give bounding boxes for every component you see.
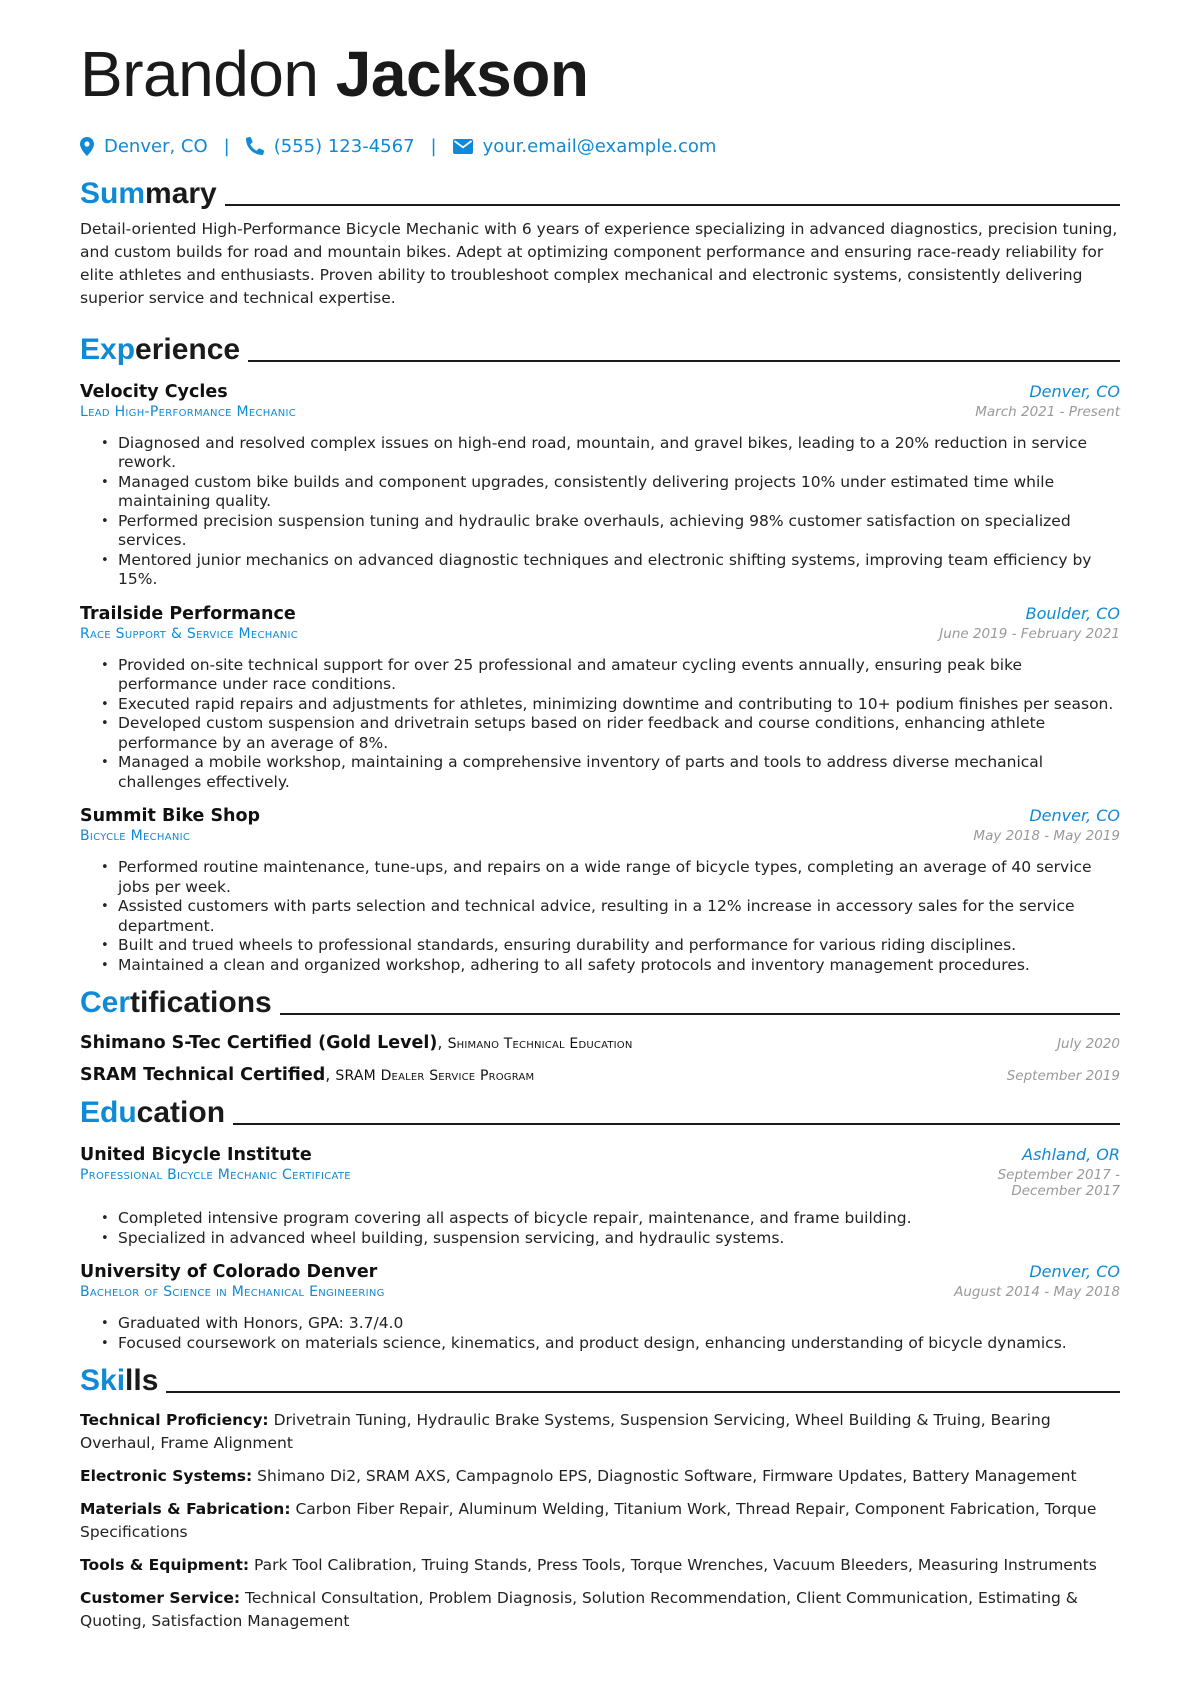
- summary-heading: [80, 170, 1120, 212]
- skill-label: Materials & Fabrication:: [80, 1500, 291, 1518]
- skill-text: Carbon Fiber Repair, Aluminum Welding, Titanium Work, Thread Repair, Component Fabrication, Torque Specifications: [80, 1500, 1097, 1541]
- section-title: Experience: [80, 332, 241, 366]
- school-dates: August 2014 - May 2018: [954, 1284, 1120, 1300]
- list-item: • Specialized in advanced wheel building, suspension servicing, and hydraulic systems.: [118, 1229, 1120, 1249]
- list-item: • Provided on-site technical support for over 25 professional and amateur cycling events annually, ensuring peak bike performance under race conditions.: [118, 656, 1120, 695]
- certifications-heading: [80, 979, 1120, 1021]
- skill-text: Drivetrain Tuning, Hydraulic Brake Systems, Suspension Servicing, Wheel Building & Truing, Bearing Overhaul, Frame Alignment: [80, 1411, 1051, 1452]
- skill-label: Customer Service:: [80, 1589, 241, 1607]
- skill-label: Technical Proficiency:: [80, 1411, 269, 1429]
- email-text: your.email@example.com: [482, 135, 717, 157]
- section-rule: [233, 1123, 1120, 1125]
- list-item: • Built and trued wheels to professional standards, ensuring durability and performance for various riding disciplines.: [118, 936, 1120, 956]
- certification-name: SRAM Technical Certified: [80, 1065, 326, 1085]
- skill-text: Park Tool Calibration, Truing Stands, Press Tools, Torque Wrenches, Vacuum Bleeders, Measuring Instruments: [254, 1556, 1097, 1574]
- certification-issuer: SRAM Dealer Service Program: [335, 1068, 535, 1084]
- skill-row: [80, 1465, 1120, 1488]
- job-bullets: [80, 858, 1120, 975]
- job-title: Race Support & Service Mechanic: [80, 625, 299, 642]
- certification-date: July 2020: [1057, 1036, 1120, 1052]
- list-item: • Mentored junior mechanics on advanced diagnostic techniques and electronic shifting systems, improving team efficiency by 15%.: [118, 551, 1120, 590]
- first-name: Brandon: [80, 38, 319, 110]
- skills-heading: [80, 1357, 1120, 1399]
- phone-text: (555) 123-4567: [273, 135, 415, 157]
- certification-item: Shimano S-Tec Certified (Gold Level), Shimano Technical Education July 2020: [80, 1033, 1120, 1053]
- education-heading: [80, 1089, 1120, 1131]
- contact-separator: |: [223, 135, 230, 157]
- school-name: University of Colorado Denver: [80, 1262, 378, 1282]
- job-dates: June 2019 - February 2021: [939, 625, 1120, 642]
- skill-label: Electronic Systems:: [80, 1467, 253, 1485]
- section-rule: [225, 204, 1120, 206]
- list-item: • Performed precision suspension tuning and hydraulic brake overhauls, achieving 98% customer satisfaction on specialized services.: [118, 512, 1120, 551]
- job-location: Boulder, CO: [1025, 603, 1120, 623]
- school-dates: September 2017 - December 2017: [997, 1167, 1120, 1199]
- list-item: • Diagnosed and resolved complex issues on high-end road, mountain, and gravel bikes, leading to a 20% reduction in service rework.: [118, 434, 1120, 473]
- phone-icon: [246, 137, 264, 155]
- list-item: • Graduated with Honors, GPA: 3.7/4.0: [118, 1314, 1120, 1334]
- list-item: • Developed custom suspension and drivetrain setups based on rider feedback and course conditions, enhancing athlete performance by an average of 8%.: [118, 714, 1120, 753]
- envelope-icon: [453, 139, 473, 154]
- section-title: Education: [80, 1096, 226, 1129]
- certification-date: September 2019: [1006, 1068, 1120, 1084]
- certification-issuer: Shimano Technical Education: [447, 1036, 633, 1052]
- section-rule: [280, 1013, 1120, 1015]
- section-title: Skills: [80, 1364, 159, 1397]
- skill-row: [80, 1409, 1120, 1455]
- list-item: • Managed custom bike builds and component upgrades, consistently delivering projects 10% under estimated time while maintaining quality.: [118, 473, 1120, 512]
- job-dates: May 2018 - May 2019: [973, 828, 1120, 844]
- candidate-name: [80, 34, 1120, 114]
- school-bullets: [80, 1209, 1120, 1248]
- skill-text: Technical Consultation, Problem Diagnosis, Solution Recommendation, Client Communication, Estimating & Quoting, Satisfaction Management: [80, 1589, 1078, 1630]
- experience-heading: [80, 326, 1120, 368]
- skill-text: Shimano Di2, SRAM AXS, Campagnolo EPS, Diagnostic Software, Firmware Updates, Battery Management: [257, 1467, 1077, 1485]
- last-name: Jackson: [335, 38, 589, 110]
- certification-item: SRAM Technical Certified, SRAM Dealer Service Program September 2019: [80, 1065, 1120, 1085]
- section-rule: [248, 360, 1120, 362]
- company-name: Velocity Cycles: [80, 381, 228, 402]
- school-bullets: [80, 1314, 1120, 1353]
- degree-title: Bachelor of Science in Mechanical Engineering: [80, 1284, 385, 1300]
- degree-title: Professional Bicycle Mechanic Certificate: [80, 1167, 351, 1183]
- job-bullets: [80, 656, 1120, 793]
- job-location: Denver, CO: [1029, 381, 1120, 401]
- contact-email[interactable]: [453, 136, 717, 157]
- map-pin-icon: [80, 137, 94, 156]
- section-rule: [166, 1391, 1120, 1393]
- contact-location: [80, 136, 208, 157]
- job-entry: [80, 806, 1120, 975]
- education-entry: [80, 1262, 1120, 1353]
- list-item: • Assisted customers with parts selection and technical advice, resulting in a 12% increase in accessory sales for the service department.: [118, 897, 1120, 936]
- job-entry: [80, 382, 1120, 590]
- list-item: • Managed a mobile workshop, maintaining a comprehensive inventory of parts and tools to address diverse mechanical challenges effectively.: [118, 753, 1120, 792]
- resume-page: [80, 34, 1120, 1633]
- contact-bar: [80, 134, 1120, 158]
- list-item: • Maintained a clean and organized workshop, adhering to all safety protocols and inventory management procedures.: [118, 956, 1120, 976]
- skill-label: Tools & Equipment:: [80, 1556, 250, 1574]
- section-title: Certifications: [80, 986, 272, 1019]
- job-title: Lead High-Performance Mechanic: [80, 403, 297, 420]
- school-location: Denver, CO: [1029, 1262, 1120, 1281]
- contact-separator: |: [430, 135, 437, 157]
- job-title: Bicycle Mechanic: [80, 828, 191, 844]
- company-name: Summit Bike Shop: [80, 806, 261, 826]
- skill-row: [80, 1587, 1120, 1633]
- job-entry: [80, 604, 1120, 793]
- location-text: Denver, CO: [104, 135, 208, 157]
- list-item: • Performed routine maintenance, tune-ups, and repairs on a wide range of bicycle types, completing an average of 40 service jobs per week.: [118, 858, 1120, 897]
- school-name: United Bicycle Institute: [80, 1145, 312, 1165]
- list-item: • Completed intensive program covering all aspects of bicycle repair, maintenance, and frame building.: [118, 1209, 1120, 1229]
- summary-text: Detail-oriented High-Performance Bicycle Mechanic with 6 years of experience specializing in advanced diagnostics, precision tuning, and custom builds for road and mountain bikes. Adept at optimizing component performance and ensuring race-ready reliability for elite athletes and enthusiasts. Proven ability to troubleshoot complex mechanical and electronic systems, consistently delivering superior service and technical expertise.: [80, 220, 1118, 307]
- contact-phone[interactable]: [246, 136, 415, 157]
- job-location: Denver, CO: [1029, 806, 1120, 825]
- education-entry: [80, 1145, 1120, 1248]
- skill-row: [80, 1554, 1120, 1577]
- list-item: • Focused coursework on materials science, kinematics, and product design, enhancing understanding of bicycle dynamics.: [118, 1334, 1120, 1354]
- school-location: Ashland, OR: [1022, 1145, 1120, 1164]
- certification-name: Shimano S-Tec Certified (Gold Level): [80, 1033, 438, 1053]
- job-bullets: [80, 434, 1120, 590]
- section-title: Summary: [80, 177, 217, 210]
- skill-row: [80, 1498, 1120, 1544]
- list-item: • Executed rapid repairs and adjustments for athletes, minimizing downtime and contributing to 10+ podium finishes per season.: [118, 695, 1120, 715]
- company-name: Trailside Performance: [80, 603, 296, 624]
- job-dates: March 2021 - Present: [975, 403, 1120, 420]
